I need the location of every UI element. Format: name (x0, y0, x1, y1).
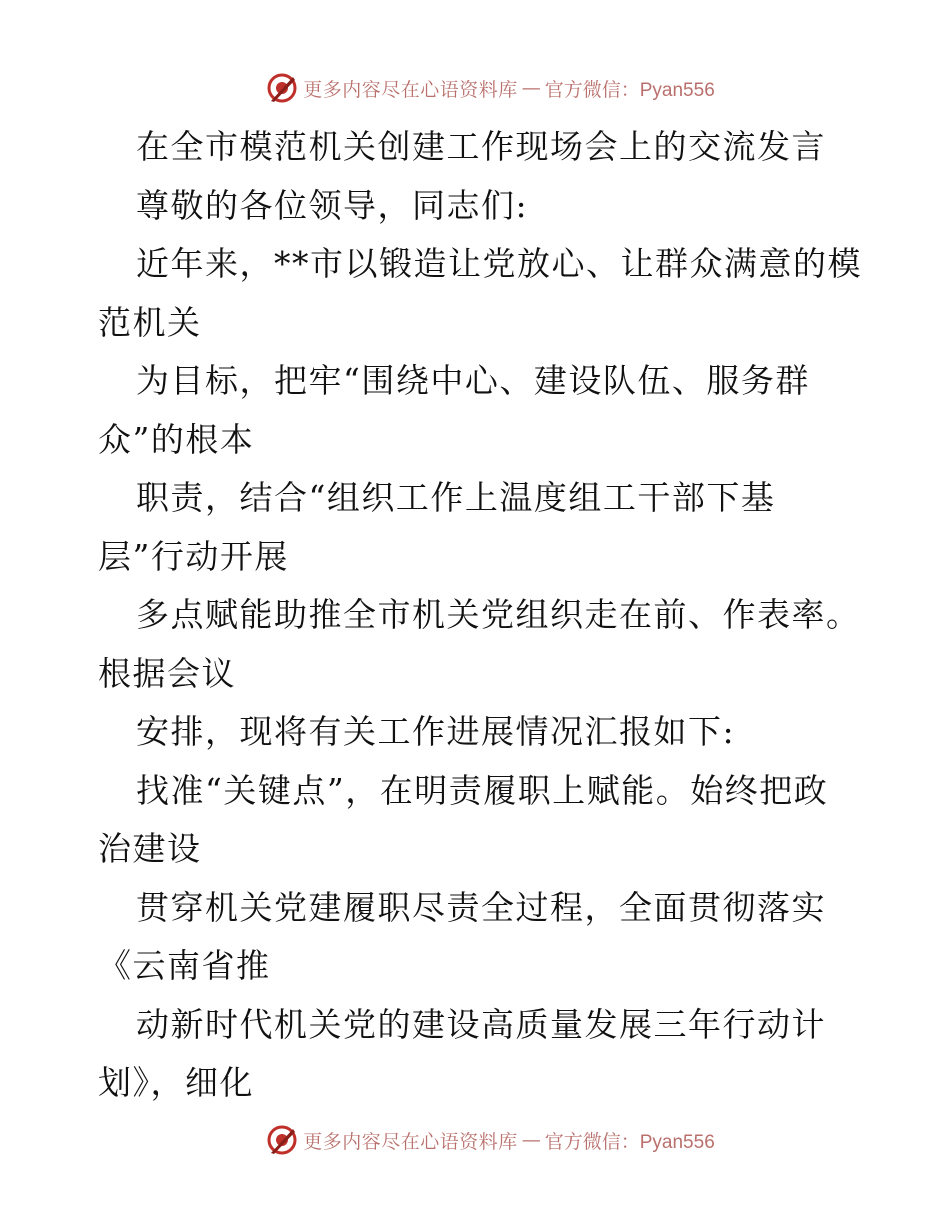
header-banner-content (265, 71, 715, 105)
paragraph-line: 根据会议 (98, 653, 236, 693)
paragraph-line: 划》，细化 (98, 1063, 254, 1102)
footer-banner-content (265, 1123, 715, 1157)
document-body (98, 118, 868, 1113)
paragraph-line: 多点赋能助推全市机关党组织走在前、作表率。 (136, 595, 861, 634)
header-banner-separator: — (521, 77, 541, 99)
paragraph-line: 贯穿机关党建履职尽责全过程，全面贯彻落实 (136, 887, 826, 927)
paragraph-line: 找准“关键点”，在明责履职上赋能。始终把政 (136, 770, 829, 810)
document-title: 在全市模范机关创建工作现场会上的交流发言 (136, 127, 826, 166)
footer-banner-separator: — (521, 1129, 541, 1151)
paragraph-line: 《云南省推 (98, 946, 271, 985)
paragraph-line: 层”行动开展 (98, 536, 289, 576)
paragraph-line: 为目标，把牢“围绕中心、建设队伍、服务群 (136, 361, 810, 400)
paragraph-line: 治建设 (98, 829, 202, 868)
header-banner-text: 更多内容尽在心语资料库 (303, 78, 518, 101)
paragraph-line: 众”的根本 (98, 419, 255, 459)
paragraph-line: 范机关 (98, 302, 202, 342)
paragraph-line: 动新时代机关党的建设高质量发展三年行动计 (136, 1004, 826, 1044)
footer-banner-contact: 官方微信：Pyan556 (544, 1131, 715, 1153)
paragraph-line: 近年来，**市以锻造让党放心、让群众满意的模 (136, 244, 862, 283)
paragraph-line: 职责，结合“组织工作上温度组工干部下基 (136, 478, 776, 517)
salutation: 尊敬的各位领导，同志们: (136, 185, 529, 225)
paragraph-line: 安排，现将有关工作进展情况汇报如下: (136, 712, 736, 751)
footer-banner (0, 1122, 950, 1158)
header-banner-contact: 官方微信：Pyan556 (544, 79, 715, 101)
quill-logo-icon (265, 71, 299, 105)
quill-logo-icon (265, 1123, 299, 1157)
footer-banner-text: 更多内容尽在心语资料库 (303, 1130, 518, 1153)
header-banner (0, 70, 950, 106)
